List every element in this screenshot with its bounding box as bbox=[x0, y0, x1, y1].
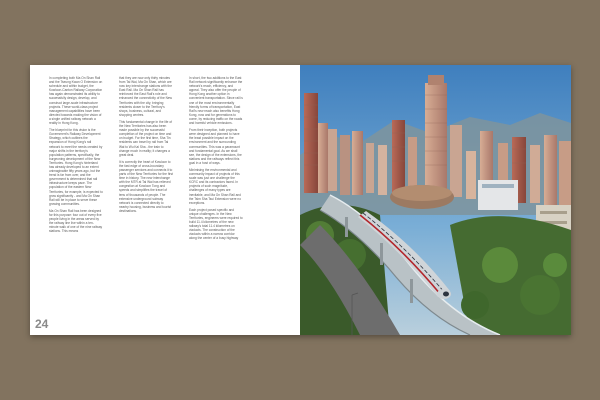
right-page bbox=[300, 65, 571, 335]
paragraph: In completing both Ma On Shan Rail and the Tseung Kwan O Extension on schedule and within budget, the Kowloon-Canton Railway Corporation has again demonstrated its ability to successfully design, develop, and construct large-scale infrastructure projects. These world-class project management capabilities have been directed towards making the vision of a single unified railway network a reality in Hong Kong. bbox=[49, 76, 103, 126]
text-column-2 bbox=[119, 76, 173, 236]
text-column-1 bbox=[49, 76, 103, 324]
paragraph: that they are now only thirty minutes from Tai Wai, Ma On Shan, which are now key interchange stations with the East Rail. Ma On Shan Rail has reinforced the East Rail's role and enhanced the connectivity of the New Territories with the city, bringing residents closer to the Territory's shops, business, cultural, and shopping centres. bbox=[119, 76, 172, 117]
paragraph: Ma On Shan Rail has been designed for this purpose: four out of every five people living in the areas served by the railway line live within a ten-minute walk of one of the nine railway stations. This means bbox=[49, 208, 103, 234]
paragraph: The blueprint for this vision is the Government's Railway Development Strategy, which outlines the expansion of Hong Kong's rail network to meet the needs created by major shifts in the territory's population patterns, specifically, the burgeoning development of the New Territories. Hong Kong's hinterland has already developed to an extent unimaginable fifty years ago, but the trend is far from over, and the government is determined that rail infrastructure keeps pace. The population of the eastern New Territories, for example, is expected to grow significantly - and Ma On Shan Rail will be in place to serve these growing communities. bbox=[49, 128, 103, 206]
paragraph: This fundamental change in the life of the New Territories has also been made possible by the successful completion of the project on time and on budget. For the first time, Sha Tin residents can travel by rail from Tai Wai to Wu Kai Sha - the train to change much in reality; it changes a great deal. bbox=[119, 119, 172, 157]
paragraph: In short, the two additions to the East Rail network significantly enhance the network's reach, efficiency, and appeal. They also offer the people of Hong Kong another option in convenient transportation. Since rail is one of the most environmentally friendly forms of transportation, East Rail's new reach also benefits Hong Kong, now and for generations to come, by reducing traffic on the roads and harmful vehicle emissions. bbox=[189, 76, 243, 126]
paragraph: It is correctly the heart of Kowloon to the fast edge of cross-boundary passenger services and connects it to parts of the New Territories for the first time in history. The new interchange with the MTR at Tai Wai has relieved congestion at Kowloon Tong and speeds and simplifies the travel of tens of thousands of people. The extensive underground subway network is connected directly to nearby housing, business and tourist destinations. bbox=[119, 159, 173, 213]
page-number: 24 bbox=[35, 317, 49, 331]
paragraph: Minimising the environmental and community impact of projects of this scale was just one challenge the KCRC and its contractors faced. In projects of such magnitude, challenges of many types are inevitable, and Ma On Shan Rail and the Tsim Sha Tsui Extension were no exceptions. bbox=[189, 167, 241, 205]
left-page bbox=[30, 65, 300, 335]
book-spread bbox=[30, 65, 571, 335]
paragraph: From their inception, both projects were designed and planned to have the least possible impact on the environment and the surrounding communities. This was a paramount and fundamental goal. As we shall see, the design of the extensions, the stations and the railways reflect this goal in a host of ways. bbox=[189, 128, 242, 165]
text-column-3 bbox=[189, 76, 243, 316]
railway-photo bbox=[300, 65, 571, 335]
paragraph: Each project posed specific and unique challenges. In the New Territories, engineers were required to build 11.4 kilometres of the new railway's total 11.4 kilometres on viaducts. The construction of the viaducts within a narrow corridor along the center of a busy highway bbox=[189, 207, 243, 241]
